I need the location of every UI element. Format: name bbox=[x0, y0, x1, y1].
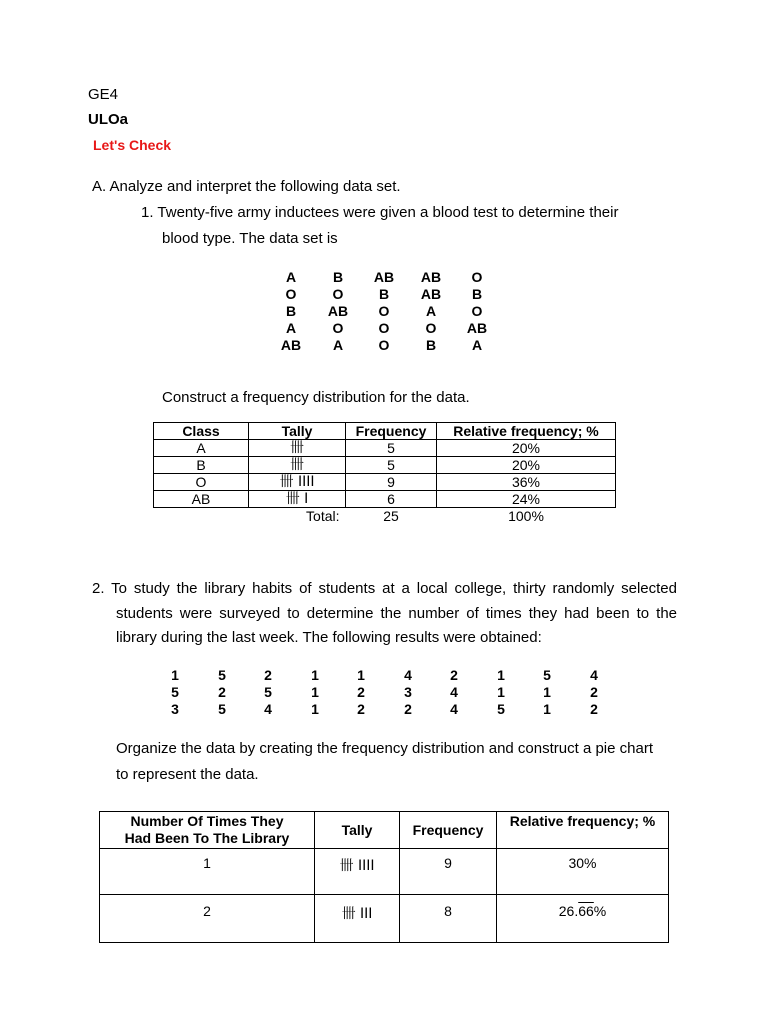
library-visit-cell: 2 bbox=[357, 701, 365, 717]
library-visit-cell: 2 bbox=[450, 667, 458, 683]
header-relative-frequency: Relative frequency; % bbox=[497, 812, 669, 849]
library-visit-cell: 4 bbox=[450, 701, 458, 717]
table-row bbox=[100, 895, 669, 943]
library-visit-cell: 2 bbox=[590, 684, 598, 700]
table-row bbox=[100, 849, 669, 895]
header-relative-frequency: Relative frequency; % bbox=[437, 423, 616, 440]
library-visit-cell: 5 bbox=[497, 701, 505, 717]
blood-type-cell: O bbox=[378, 303, 390, 319]
relative-frequency-cell: 30% bbox=[497, 849, 669, 895]
library-visit-cell: 4 bbox=[264, 701, 272, 717]
question-2-line-3: library during the last week. The following results were obtained: bbox=[116, 629, 542, 647]
header-times bbox=[100, 812, 315, 849]
question-2-line-1: 2. To study the library habits of students at a local college, thirty randomly selected bbox=[92, 580, 677, 597]
tally-cell: 卌 III bbox=[315, 895, 400, 943]
table-row bbox=[154, 457, 616, 474]
header-frequency: Frequency bbox=[346, 423, 437, 440]
library-visit-cell: 1 bbox=[497, 684, 505, 700]
library-visit-cell: 3 bbox=[171, 701, 179, 717]
class-cell: AB bbox=[154, 491, 249, 508]
blood-type-cell: B bbox=[285, 303, 297, 319]
table-total-row bbox=[154, 508, 616, 525]
total-frequency: 25 bbox=[383, 508, 399, 524]
library-visit-cell: 1 bbox=[357, 667, 365, 683]
frequency-cell: 5 bbox=[346, 440, 437, 457]
library-frequency-table bbox=[99, 811, 669, 943]
header-class: Class bbox=[154, 423, 249, 440]
header-tally: Tally bbox=[315, 812, 400, 849]
library-visit-cell: 5 bbox=[218, 701, 226, 717]
header-frequency: Frequency bbox=[400, 812, 497, 849]
table-row bbox=[154, 440, 616, 457]
frequency-cell: 6 bbox=[346, 491, 437, 508]
frequency-cell: 9 bbox=[400, 849, 497, 895]
blood-type-frequency-table bbox=[153, 422, 616, 524]
blood-type-cell: O bbox=[332, 286, 344, 302]
library-visit-cell: 1 bbox=[543, 701, 551, 717]
ulo-label: ULOa bbox=[88, 111, 129, 128]
blood-type-cell: O bbox=[425, 320, 437, 336]
table-header-row bbox=[100, 812, 669, 849]
blood-type-cell: A bbox=[285, 269, 297, 285]
times-cell: 1 bbox=[100, 849, 315, 895]
class-cell: A bbox=[154, 440, 249, 457]
blood-type-cell: A bbox=[332, 337, 344, 353]
question-2-line-2: students were surveyed to determine the number of times they had been to the bbox=[116, 604, 677, 622]
organize-line-2: to represent the data. bbox=[116, 766, 259, 783]
frequency-cell: 8 bbox=[400, 895, 497, 943]
blood-type-cell: B bbox=[425, 337, 437, 353]
library-visit-cell: 2 bbox=[404, 701, 412, 717]
library-visit-cell: 2 bbox=[264, 667, 272, 683]
relative-frequency-cell: 20% bbox=[437, 440, 616, 457]
question-1-line-2: blood type. The data set is bbox=[162, 230, 338, 247]
library-visit-cell: 1 bbox=[311, 701, 319, 717]
relative-frequency-cell: 24% bbox=[437, 491, 616, 508]
blood-type-cell: A bbox=[285, 320, 297, 336]
library-visit-cell: 4 bbox=[404, 667, 412, 683]
organize-line-1: Organize the data by creating the frequency distribution and construct a pie chart bbox=[116, 740, 653, 757]
header-times-line-1: Number Of Times They bbox=[130, 813, 284, 829]
blood-type-cell: AB bbox=[420, 269, 442, 285]
library-visit-cell: 1 bbox=[311, 684, 319, 700]
blood-type-cell: A bbox=[425, 303, 437, 319]
tally-cell: 卌 bbox=[249, 440, 346, 457]
organize-instruction bbox=[116, 736, 676, 788]
part-a-instruction: A. Analyze and interpret the following data set. bbox=[92, 178, 401, 195]
library-visit-cell: 5 bbox=[171, 684, 179, 700]
library-visit-cell: 3 bbox=[404, 684, 412, 700]
library-visit-cell: 5 bbox=[218, 667, 226, 683]
question-1-line-1: 1. Twenty-five army inductees were given a blood test to determine their bbox=[141, 204, 619, 221]
blood-type-cell: B bbox=[471, 286, 483, 302]
header-times-line-2: Had Been To The Library bbox=[124, 830, 290, 846]
blood-type-cell: O bbox=[332, 320, 344, 336]
blood-type-cell: O bbox=[378, 320, 390, 336]
blood-type-cell: B bbox=[332, 269, 344, 285]
total-label: Total: bbox=[306, 508, 340, 524]
library-visit-cell: 2 bbox=[590, 701, 598, 717]
blood-type-cell: O bbox=[285, 286, 297, 302]
library-visit-cell: 5 bbox=[543, 667, 551, 683]
library-visit-cell: 5 bbox=[264, 684, 272, 700]
blood-type-cell: O bbox=[471, 269, 483, 285]
tally-cell: 卌 IIII bbox=[315, 849, 400, 895]
frequency-cell: 5 bbox=[346, 457, 437, 474]
class-cell: O bbox=[154, 474, 249, 491]
relative-frequency-cell: 20% bbox=[437, 457, 616, 474]
blood-type-cell: O bbox=[471, 303, 483, 319]
table-row bbox=[154, 491, 616, 508]
tally-cell: 卌 bbox=[249, 457, 346, 474]
course-code: GE4 bbox=[88, 86, 119, 103]
table-header-row bbox=[154, 423, 616, 440]
blood-type-cell: AB bbox=[373, 269, 395, 285]
class-cell: B bbox=[154, 457, 249, 474]
blood-type-cell: AB bbox=[327, 303, 349, 319]
library-visit-cell: 1 bbox=[543, 684, 551, 700]
library-visit-cell: 2 bbox=[218, 684, 226, 700]
tally-cell: 卌 IIII bbox=[249, 474, 346, 491]
relative-frequency-cell bbox=[497, 895, 669, 943]
blood-type-cell: B bbox=[378, 286, 390, 302]
relative-frequency-cell: 36% bbox=[437, 474, 616, 491]
library-visit-cell: 1 bbox=[311, 667, 319, 683]
times-cell: 2 bbox=[100, 895, 315, 943]
pct-integer: 26. bbox=[558, 903, 579, 919]
header-tally: Tally bbox=[249, 423, 346, 440]
pct-repeating-digits: 66 bbox=[578, 903, 594, 919]
frequency-cell: 9 bbox=[346, 474, 437, 491]
blood-type-cell: AB bbox=[280, 337, 302, 353]
blood-type-cell: AB bbox=[420, 286, 442, 302]
total-percent: 100% bbox=[508, 508, 544, 524]
blood-type-cell: O bbox=[378, 337, 390, 353]
section-heading: Let's Check bbox=[93, 137, 172, 153]
table-row bbox=[154, 474, 616, 491]
library-visit-cell: 4 bbox=[590, 667, 598, 683]
library-visit-cell: 1 bbox=[497, 667, 505, 683]
blood-type-cell: A bbox=[471, 337, 483, 353]
tally-cell: 卌 I bbox=[249, 491, 346, 508]
blood-type-cell: AB bbox=[466, 320, 488, 336]
question-2-text bbox=[92, 577, 677, 651]
construct-instruction: Construct a frequency distribution for the data. bbox=[162, 389, 470, 406]
library-visit-cell: 2 bbox=[357, 684, 365, 700]
library-visit-cell: 1 bbox=[171, 667, 179, 683]
pct-sign: % bbox=[593, 903, 607, 919]
library-visit-cell: 4 bbox=[450, 684, 458, 700]
